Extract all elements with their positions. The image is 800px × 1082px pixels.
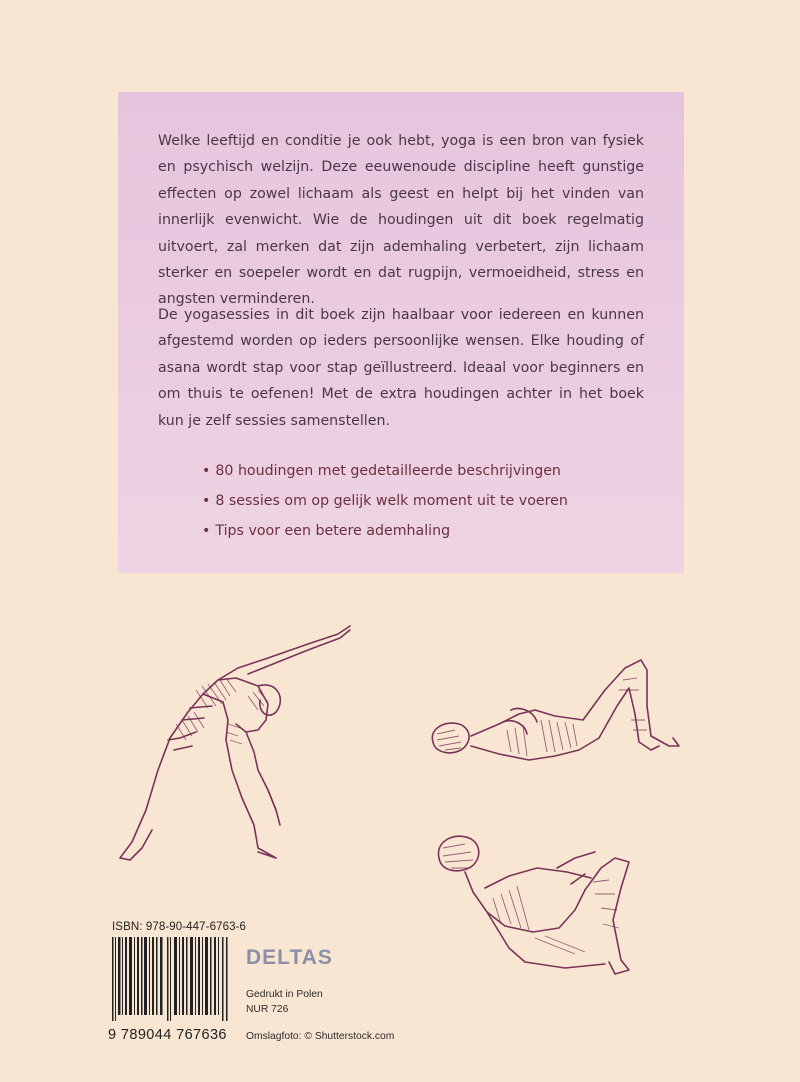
publisher-logo: DELTAS	[246, 946, 333, 969]
feature-item: • Tips voor een betere ademhaling	[202, 523, 451, 539]
bullet-icon: •	[202, 523, 211, 539]
bullet-icon: •	[202, 493, 211, 509]
feature-list	[202, 456, 568, 546]
printed-in-label: Gedrukt in Polen	[246, 989, 323, 1000]
blurb-box	[118, 92, 684, 573]
isbn-label: ISBN: 978-90-447-6763-6	[112, 921, 246, 933]
barcode-icon	[112, 937, 229, 1021]
bullet-icon: •	[202, 463, 211, 479]
blurb-paragraph-2: De yogasessies in dit boek zijn haalbaar voor iedereen en kunnen afgestemd worden op ieders persoonlijke wensen. Elke houding of asana wordt stap voor stap geïllustreerd. Ideaal voor beginners en om thuis te oefenen! Met de extra houdingen achter in het boek kun je zelf sessies samenstellen.	[158, 307, 644, 429]
photo-credit: Omslagfoto: © Shutterstock.com	[246, 1031, 395, 1042]
nur-label: NUR 726	[246, 1004, 289, 1015]
feature-item: • 80 houdingen met gedetailleerde beschrijvingen	[202, 463, 561, 479]
blurb-paragraph-1: Welke leeftijd en conditie je ook hebt, yoga is een bron van fysiek en psychisch welzijn. Deze eeuwenoude discipline heeft gunstige effecten op zowel lichaam als geest en helpt bij het vinden van innerlijk evenwicht. Wie de houdingen uit dit boek regelmatig uitvoert, zal merken dat zijn ademhaling verbetert, zijn lichaam sterker en soepeler wordt en dat rugpijn, vermoeidheid, stress en angsten verminderen.	[158, 133, 644, 308]
triangle-pose-illustration	[108, 620, 358, 865]
seated-curl-illustration	[425, 828, 685, 983]
supine-pose-illustration	[415, 650, 685, 780]
feature-item: • 8 sessies om op gelijk welk moment uit te voeren	[202, 493, 568, 509]
barcode-digits: 9 789044 767636	[108, 1027, 227, 1043]
